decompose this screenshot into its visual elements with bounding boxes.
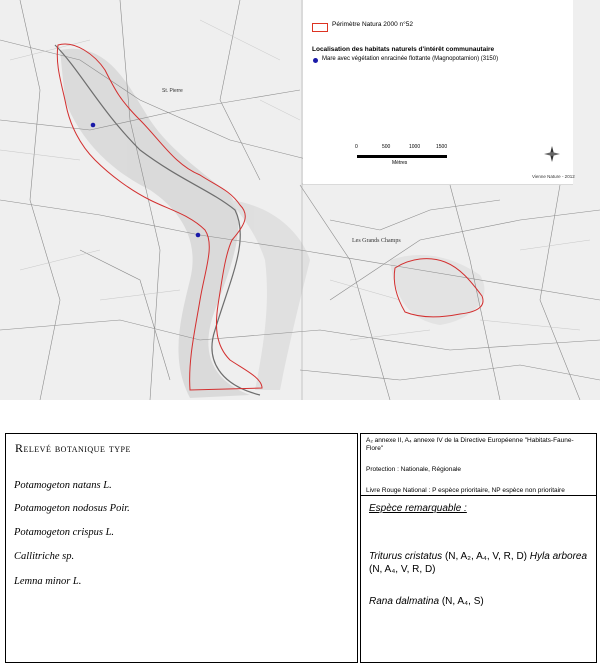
scale-tick-0: 0 [355,144,358,150]
habitat-point [91,123,96,128]
legend-habitat-label: Mare avec végétation enracinée flottante (Magnopotamion) (3150) [322,56,499,62]
scale-tick-1500: 1500 [436,144,448,150]
map-credit: Vienne Nature - 2012 [532,174,575,179]
scale-unit: Mètres [392,160,408,166]
north-arrow-icon [543,145,561,163]
scale-tick-1000: 1000 [409,144,421,150]
species-item: Potamogeton natans L. [14,480,112,491]
remarquable-panel [360,495,597,663]
species-item: Lemna minor L. [14,576,82,587]
legend-perimeter-label: Périmètre Natura 2000 n°52 [332,21,414,28]
species-codes-triturus: (N, A₂, A₄, V, R, D) [442,551,530,562]
species-name-hyla: Hyla arborea [529,551,588,562]
annex-line: A₂ annexe II, A₄ annexe IV de la Directive Européenne "Habitats-Faune-Flore" [366,437,574,452]
legend-title: Localisation des habitats naturels d'intérêt communautaire [312,46,495,53]
place-label-grands-champs: Les Grands Champs [352,238,401,244]
species-rana [369,595,589,608]
species-codes-rana: (N, A₄, S) [439,596,484,607]
perimeter-swatch [312,23,328,32]
species-codes-hyla: (N, A₄, V, R, D) [369,564,436,575]
scale-bar [357,155,447,158]
species-item: Potamogeton crispus L. [14,527,115,538]
place-label-st-pierre: St. Pierre [162,88,183,94]
scale-tick-500: 500 [382,144,391,150]
remarquable-title: Espèce remarquable : [369,503,467,514]
species-triturus-hyla [369,550,589,576]
releve-panel [5,433,358,663]
habitat-point-swatch [313,58,318,63]
livre-rouge-line: Livre Rouge National : P espèce prioritaire, NP espèce non prioritaire [366,487,565,494]
protection-line: Protection : Nationale, Régionale [366,466,462,473]
species-item: Callitriche sp. [14,551,75,562]
releve-title: Relevé botanique type [15,441,131,455]
habitat-point [196,233,201,238]
species-name-rana: Rana dalmatina [369,596,440,607]
species-name-triturus: Triturus cristatus [369,551,443,562]
species-item: Potamogeton nodosus Poir. [14,503,130,514]
